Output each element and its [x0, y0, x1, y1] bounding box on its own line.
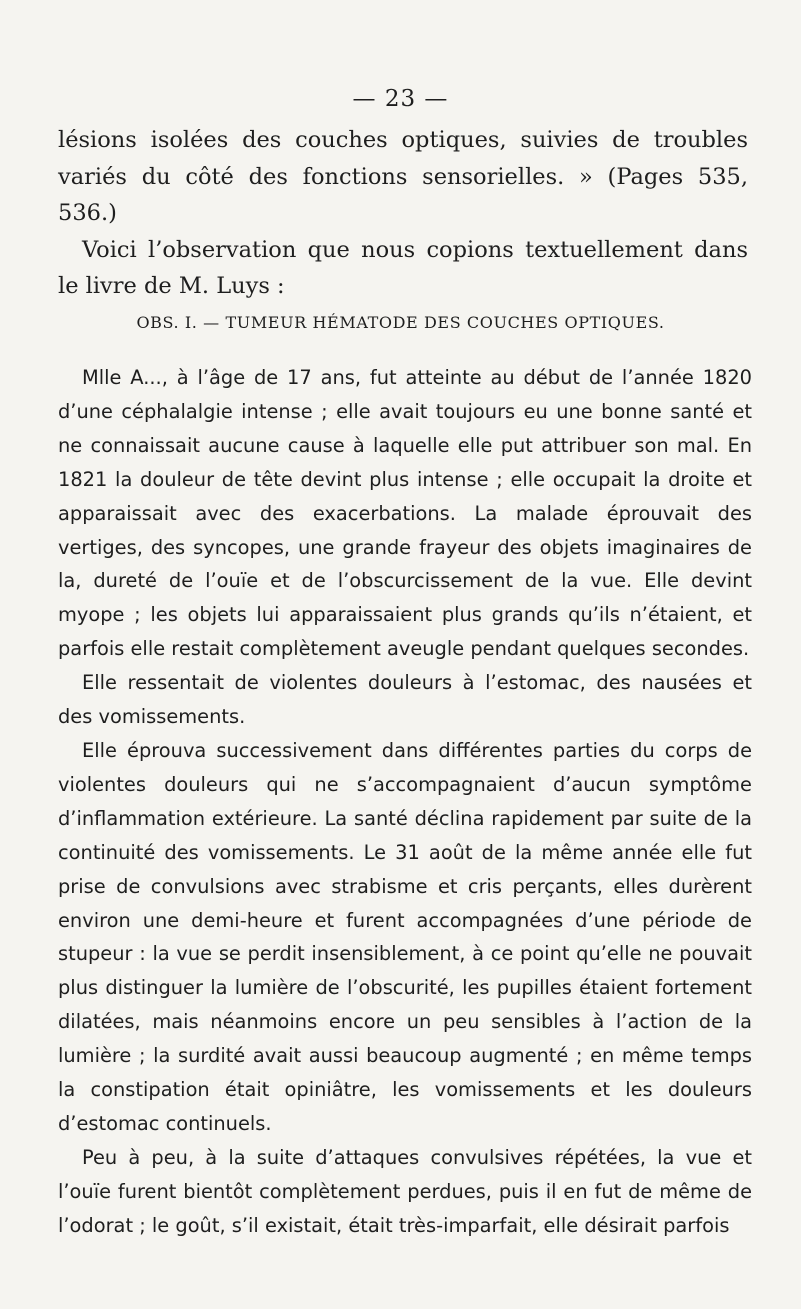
observation-text [58, 361, 752, 1243]
observation-heading: OBS. I. — TUMEUR HÉMATODE DES COUCHES OPTIQUES. [136, 313, 665, 332]
intro-text [58, 122, 748, 305]
observation-paragraph: Mlle A..., à l’âge de 17 ans, fut atteinte au début de l’année 1820 d’une céphalalgie intense ; elle avait toujours eu une bonne santé et ne connaissait aucune cause à laquelle elle put attribuer son mal. En 1821 la douleur de tête devint plus intense ; elle occupait la droite et apparaissait avec des exacerbations. La malade éprouvait des vertiges, des syncopes, une grande frayeur des objets imaginaires de la, dureté de l’ouïe et de l’obscurcissement de la vue. Elle devint myope ; les objets lui apparaissaient plus grands qu’ils n’étaient, et parfois elle restait complètement aveugle pendant quelques secondes. [58, 366, 752, 661]
observation-paragraph: Peu à peu, à la suite d’attaques convulsives répétées, la vue et l’ouïe furent bientôt complètement perdues, puis il en fut de même de l’odorat ; le goût, s’il existait, était très-imparfait, elle désirait parfois [58, 1145, 752, 1237]
intro-paragraph: lésions isolées des couches optiques, suivies de troubles variés du côté des fonctions sensorielles. » (Pages 535, 536.) [58, 127, 748, 226]
observation-paragraph: Elle éprouva successivement dans différentes parties du corps de violentes douleurs qui ne s’accompagnaient d’aucun symptôme d’inflammation extérieure. La santé déclina rapidement par suite de la continuité des vomissements. Le 31 août de la même année elle fut prise de convulsions avec strabisme et cris perçants, elles durèrent environ une demi-heure et furent accompagnées d’une période de stupeur : la vue se perdit insensiblement, à ce point qu’elle ne pouvait plus distinguer la lumière de l’obscurité, les pupilles étaient fortement dilatées, mais néanmoins encore un peu sensibles à l’action de la lumière ; la surdité avait aussi beaucoup augmenté ; en même temps la constipation était opiniâtre, les vomissements et les douleurs d’estomac continuels. [58, 738, 752, 1135]
intro-paragraph: Voici l’observation que nous copions textuellement dans le livre de M. Luys : [58, 236, 748, 299]
observation-paragraph: Elle ressentait de violentes douleurs à l’estomac, des nausées et des vomissements. [58, 671, 752, 729]
page-number: — 23 — [352, 86, 449, 112]
